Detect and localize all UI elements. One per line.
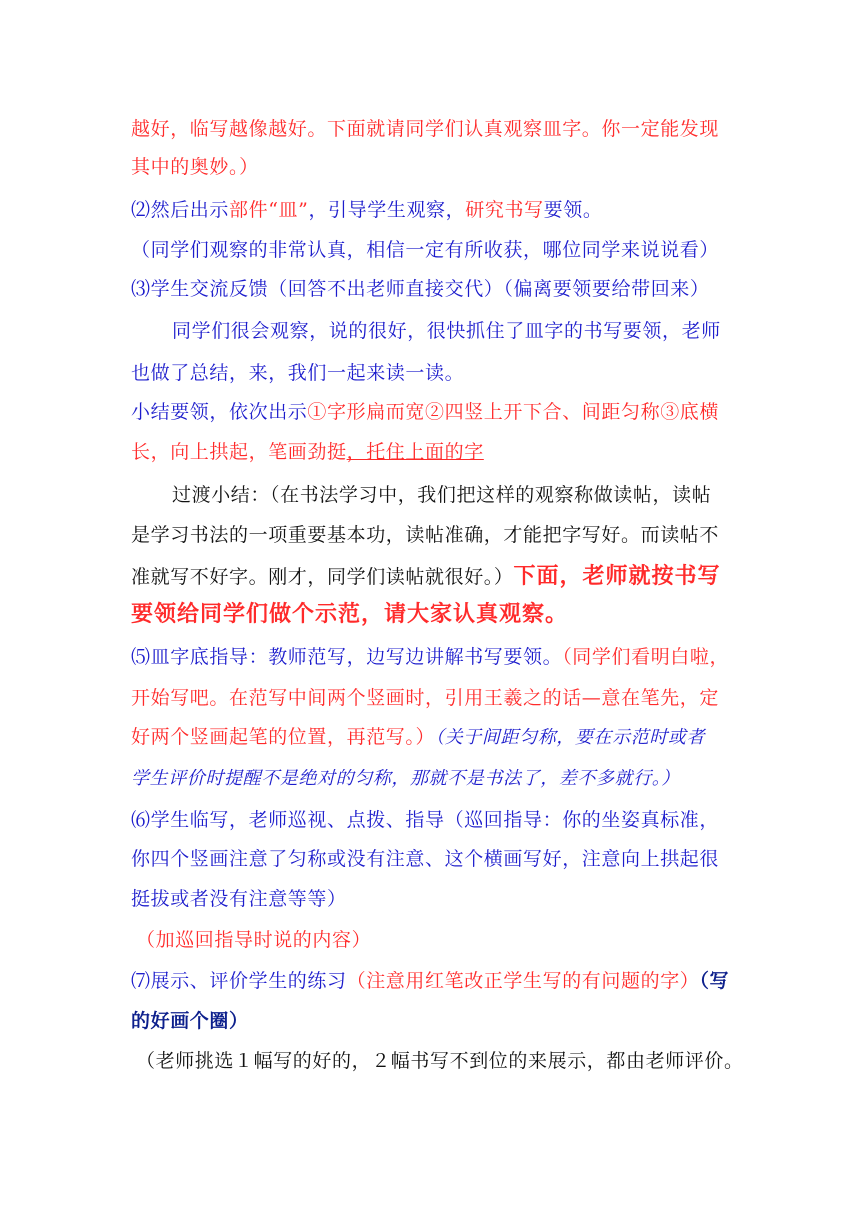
text-line [131, 561, 721, 592]
text-segment: 小结要领，依次出示 [131, 401, 308, 423]
text-segment: 你四个竖画注意了匀称或没有注意、这个横画写好，注意向上拱起很 [131, 848, 720, 870]
text-segment: ⑵然后出示 [131, 199, 230, 221]
text-segment: 好两个竖画起笔的位置，再范写。） [131, 726, 436, 748]
text-line [131, 844, 719, 874]
text-segment: 研究书写 [465, 199, 544, 221]
text-segment: 也做了总结，来，我们一起来读一读。 [131, 362, 465, 384]
text-line [131, 397, 719, 427]
text-segment: 挺拔或者没有注意等等） [131, 888, 347, 910]
text-segment: （同学们看明白啦， [562, 646, 730, 668]
text-segment: ①字形扁而宽②四竖上开下合、间距匀称③底横 [307, 401, 720, 423]
text-line [172, 316, 721, 346]
text-line [131, 805, 719, 835]
text-segment: （注意用红笔改正学生写的有问题的字） [346, 970, 700, 992]
text-line [131, 358, 464, 388]
text-segment: ⑺展示、评价学生的练习 [131, 970, 347, 992]
text-segment: 要领给同学们做个示范，请大家认真观察。 [131, 601, 569, 627]
text-line [131, 235, 719, 265]
text-line [131, 152, 259, 182]
text-segment: 越好，临写越像越好。下面就请同学们认真观察皿字。你一定能发现 [131, 118, 720, 140]
text-line [131, 520, 719, 550]
text-segment: 部件“皿” [229, 199, 309, 221]
text-segment: （加巡回指导时说的内容） [136, 929, 372, 951]
text-line [131, 195, 602, 225]
text-line [136, 925, 371, 955]
text-segment: （同学们观察的非常认真，相信一定有所收获，哪位同学来说说看） [131, 239, 720, 261]
text-line [131, 1006, 249, 1036]
text-segment: ，引导学生观察， [308, 199, 466, 221]
text-line [131, 114, 719, 144]
text-segment: 开始写吧。在范写中间两个竖画时，引用王羲之的话—意在笔先，定 [131, 687, 720, 709]
text-line [131, 599, 568, 629]
text-line [131, 437, 484, 467]
text-segment: ⑸皿字底指导：教师范写，边写边讲解书写要领。 [131, 646, 563, 668]
text-segment: 下面，老师就按书写 [513, 563, 721, 589]
text-segment: 长，向上拱起，笔画劲挺 [131, 441, 347, 463]
text-segment: ，托住上面的字 [346, 441, 484, 463]
text-line [131, 966, 729, 996]
text-line [131, 642, 729, 672]
text-segment: （写 [699, 970, 730, 992]
text-line [172, 480, 711, 510]
text-line [131, 764, 680, 794]
text-segment: ⑶学生交流反馈（回答不出老师直接交代）（偏离要领要给带回来） [131, 278, 710, 300]
text-line [131, 274, 710, 304]
text-segment: （关于间距匀称，要在示范时或者 [435, 727, 706, 748]
text-segment: 同学们很会观察，说的很好，很快抓住了皿字的书写要领，老师 [172, 320, 721, 342]
text-line [131, 722, 705, 753]
text-segment: 要领。 [543, 199, 603, 221]
text-segment: 是学习书法的一项重要基本功，读帖准确，才能把字写好。而读帖不 [131, 524, 720, 546]
text-segment: 过渡小结：（在书法学习中，我们把这样的观察称做读帖，读帖 [172, 484, 712, 506]
text-line [131, 884, 347, 914]
text-segment: ⑹学生临写，老师巡视、点拨、指导（巡回指导：你的坐姿真标准， [131, 809, 720, 831]
text-segment: 其中的奥妙。） [131, 156, 259, 178]
text-segment: （老师挑选１幅写的好的，２幅书写不到位的来展示，都由老师评价。 [136, 1050, 744, 1072]
text-line [131, 683, 719, 713]
text-segment: 学生评价时提醒不是绝对的匀称，那就不是书法了，差不多就行。） [131, 768, 680, 789]
text-segment: 准就写不好字。刚才，同学们读帖就很好。） [131, 566, 514, 588]
text-segment: 的好画个圈） [131, 1010, 249, 1032]
text-line [136, 1046, 744, 1076]
